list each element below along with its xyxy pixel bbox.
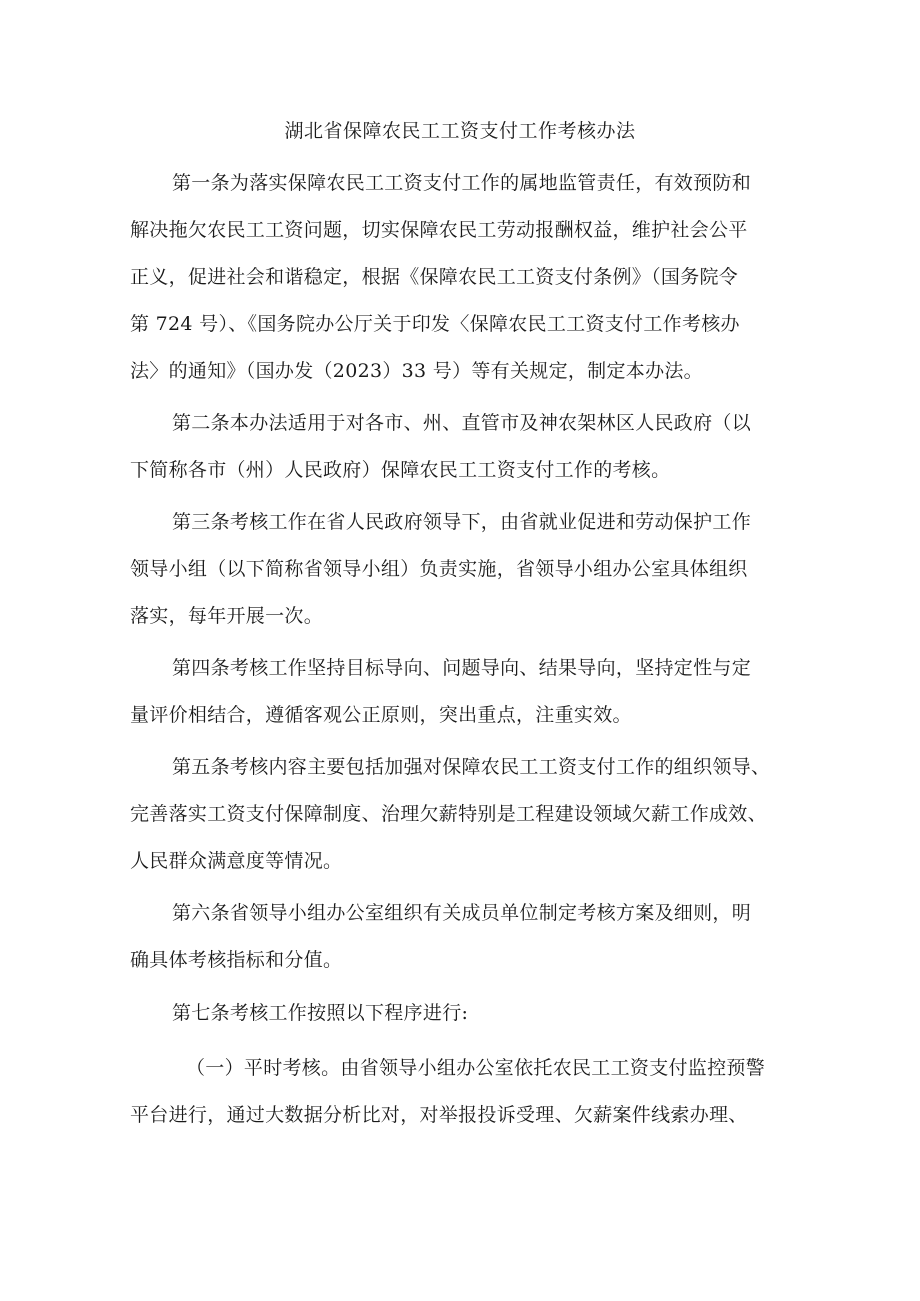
article-5-line-2: 完善落实工资支付保障制度、治理欠薪特别是工程建设领域欠薪工作成效、 [130,803,767,825]
article-7-item-1-line-2: 平台进行，通过大数据分析比对，对举报投诉受理、欠薪案件线索办理、 [130,1104,748,1126]
article-6-line-1: 第六条省领导小组办公室组织有关成员单位制定考核方案及细则，明 [172,902,752,924]
article-1-line-3: 正义，促进社会和谐稳定，根据《保障农民工工资支付条例》（国务院令 [130,266,739,288]
article-1-line-4: 第 724 号）、《国务院办公厅关于印发〈保障农民工工资支付工作考核办 [130,313,740,335]
article-1-line-2: 解决拖欠农民工工资问题，切实保障农民工劳动报酬权益，维护社会公平 [130,219,748,241]
article-5-line-3: 人民群众满意度等情况。 [130,850,343,872]
article-3-line-1: 第三条考核工作在省人民政府领导下，由省就业促进和劳动保护工作 [172,511,752,533]
article-6-line-2: 确具体考核指标和分值。 [130,949,343,971]
article-2-line-2: 下简称各市（州）人民政府）保障农民工工资支付工作的考核。 [130,459,671,481]
article-3-line-2: 领导小组（以下简称省领导小组）负责实施，省领导小组办公室具体组织 [130,558,748,580]
article-4-line-1: 第四条考核工作坚持目标导向、问题导向、结果导向，坚持定性与定 [172,657,752,679]
article-1-line-1: 第一条为落实保障农民工工资支付工作的属地监管责任，有效预防和 [172,172,752,194]
article-7-item-1-line-1: （一）平时考核。由省领导小组办公室依托农民工工资支付监控预警 [186,1057,766,1079]
article-5-line-1: 第五条考核内容主要包括加强对保障农民工工资支付工作的组织领导、 [172,756,771,778]
article-7-line-1: 第七条考核工作按照以下程序进行: [172,1002,469,1024]
article-3-line-3: 落实，每年开展一次。 [130,605,324,627]
article-1-line-5: 法〉的通知》（国办发（2023）33 号）等有关规定，制定本办法。 [130,360,703,382]
article-4-line-2: 量评价相结合，遵循客观公正原则，突出重点，注重实效。 [130,704,632,726]
document-title: 湖北省保障农民工工资支付工作考核办法 [284,120,636,142]
article-2-line-1: 第二条本办法适用于对各市、州、直管市及神农架林区人民政府（以 [172,412,752,434]
